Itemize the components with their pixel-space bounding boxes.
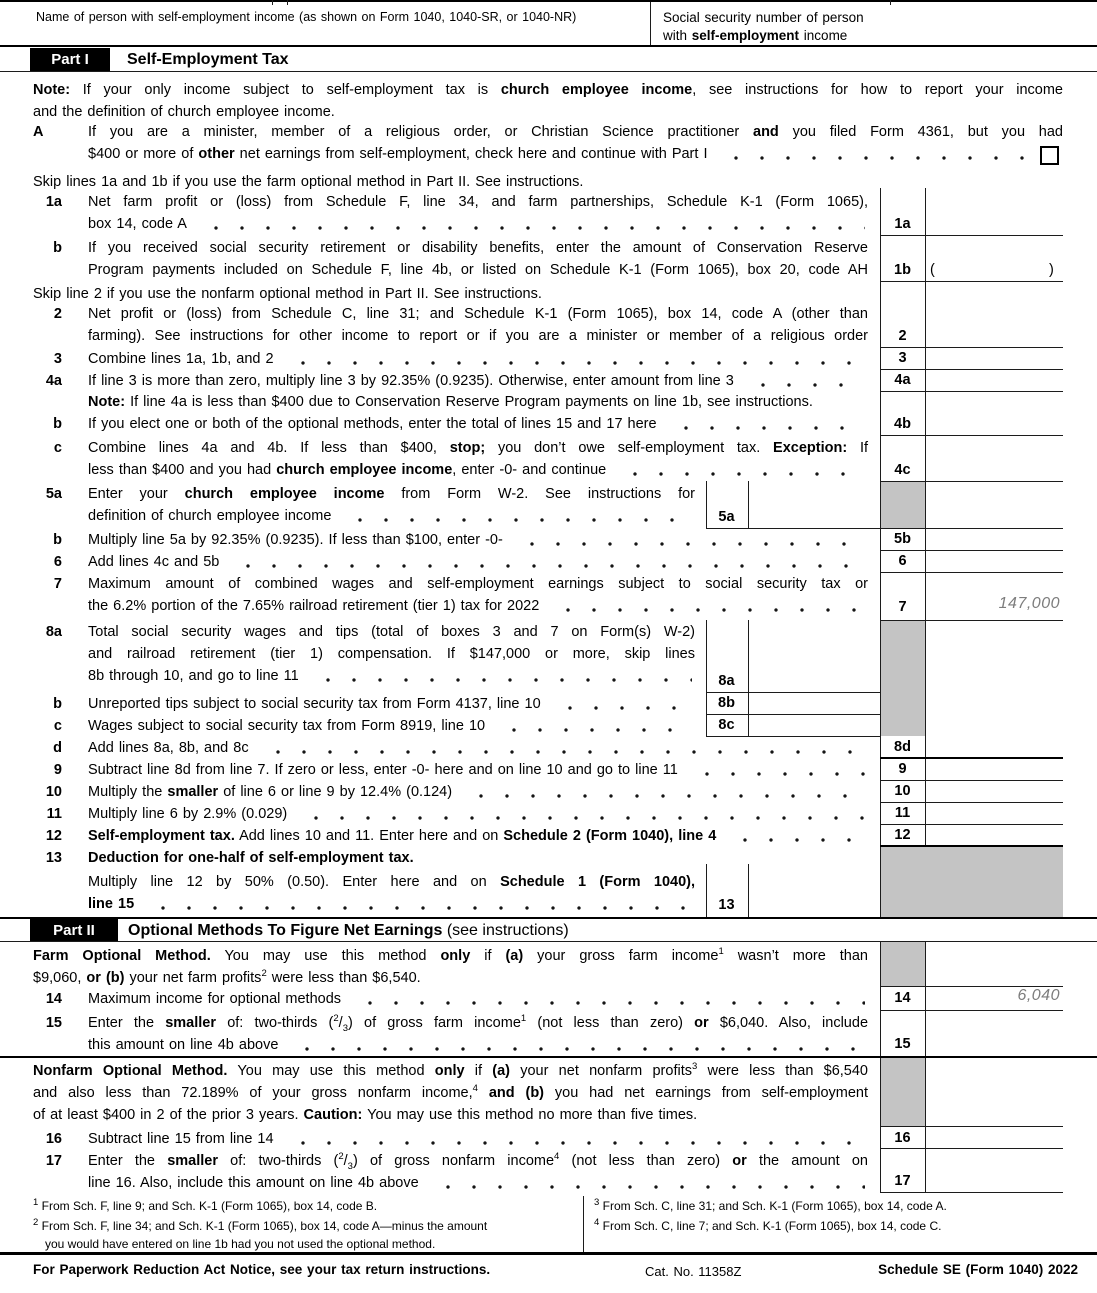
shaded-cell bbox=[881, 847, 1063, 917]
amount-value-7[interactable]: 147,000 bbox=[998, 595, 1060, 612]
dot-leader bbox=[313, 678, 692, 682]
dot-leader bbox=[553, 608, 865, 612]
line-5a-text2 bbox=[88, 505, 695, 527]
dot-leader bbox=[292, 1047, 865, 1051]
line-9-number: 9 bbox=[53, 762, 62, 778]
paren-close-1b: ) bbox=[1049, 262, 1054, 278]
shaded-cell bbox=[881, 942, 925, 986]
line-4a-number: 4a bbox=[45, 373, 62, 389]
line-7-text1: Maximum amount of combined wages and self-employment earnings subject to social security tax or bbox=[88, 576, 868, 592]
box-label-1b: 1b bbox=[894, 262, 911, 278]
grid-line bbox=[880, 572, 1063, 573]
box-label-8c: 8c bbox=[718, 717, 735, 733]
grid-line bbox=[583, 1196, 584, 1252]
amount-box-9[interactable] bbox=[926, 759, 1063, 779]
ssn-field-label-line2: with self-employment income bbox=[663, 28, 848, 43]
grid-line bbox=[880, 235, 1063, 236]
line-16-label: Subtract line 15 from line 14 bbox=[88, 1131, 274, 1147]
dot-leader bbox=[233, 564, 865, 568]
line-7-text2 bbox=[88, 595, 868, 617]
line-15-text2-label: this amount on line 4b above bbox=[88, 1037, 279, 1053]
line-10-text bbox=[88, 781, 868, 803]
skip-lines-1a-1b-note: Skip lines 1a and 1b if you use the farm optional method in Part II. See instructions. bbox=[33, 174, 584, 190]
line-7-text2-label: the 6.2% portion of the 7.65% railroad retirement (tier 1) tax for 2022 bbox=[88, 598, 540, 614]
dot-leader bbox=[288, 1141, 865, 1145]
line-8a-text2: and railroad retirement (tier 1) compensation. If $147,000 or more, skip lines bbox=[88, 646, 695, 662]
line-15-number: 15 bbox=[45, 1015, 62, 1031]
box-label-11: 11 bbox=[894, 805, 911, 821]
line-17-number: 17 bbox=[45, 1153, 62, 1169]
farm-method-line1: Farm Optional Method. You may use this method only if (a) your gross farm income$^1$ wasn’t more than bbox=[33, 946, 868, 964]
line-5a-number: 5a bbox=[45, 486, 62, 502]
dot-leader bbox=[301, 816, 865, 820]
amount-box-1b[interactable] bbox=[938, 237, 1046, 280]
line-4b-text bbox=[88, 413, 868, 435]
grid-line bbox=[0, 1252, 1097, 1255]
shaded-cell bbox=[881, 621, 925, 736]
line-11-number: 11 bbox=[46, 806, 62, 822]
line-8d-label: Add lines 8a, 8b, and 8c bbox=[88, 740, 249, 756]
amount-box-15[interactable] bbox=[926, 1011, 1063, 1055]
line-8b-number: b bbox=[53, 696, 62, 712]
line-8c-number: c bbox=[53, 718, 62, 734]
amount-box-11[interactable] bbox=[926, 803, 1063, 823]
line-a-text2 bbox=[88, 143, 1028, 165]
grid-line bbox=[880, 620, 1063, 621]
amount-box-8a[interactable] bbox=[749, 621, 880, 691]
dot-leader bbox=[345, 518, 692, 522]
dot-leader bbox=[730, 838, 865, 842]
part1-note-line2: and the definition of church employee income. bbox=[33, 104, 335, 120]
amount-box-1a[interactable] bbox=[926, 189, 1063, 234]
box-label-8d: 8d bbox=[894, 739, 911, 755]
part2-title: Optional Methods To Figure Net Earnings (see instructions) bbox=[128, 922, 569, 939]
line-12-label: Self-employment tax. Add lines 10 and 11. Enter here and on Schedule 2 (Form 1040), line 4 bbox=[88, 828, 717, 844]
box-label-2: 2 bbox=[898, 328, 907, 344]
line-9-label: Subtract line 8d from line 7. If zero or less, enter -0- here and on line 10 and go to line 11 bbox=[88, 762, 678, 778]
grid-line bbox=[0, 0, 1097, 2]
grid-line bbox=[880, 481, 1063, 482]
box-label-4c: 4c bbox=[894, 462, 911, 478]
line-5b-label: Multiply line 5a by 92.35% (0.9235). If less than $100, enter -0- bbox=[88, 532, 503, 548]
line-a-text2-label: $400 or more of other net earnings from self-employment, check here and continue with Part I bbox=[88, 146, 708, 162]
line-5b-text bbox=[88, 529, 868, 551]
line-1b-text1: If you received social security retirement or disability benefits, enter the amount of Conservation Reserve bbox=[88, 240, 868, 256]
footnote-2-line1: $^2$ From Sch. F, line 34; and Sch. K-1 (Form 1065), box 14, code A—minus the amount bbox=[33, 1217, 488, 1233]
farm-method-line2: $9,060, or (b) your net farm profits$^2$ were less than $6,540. bbox=[33, 968, 421, 986]
line-6-text bbox=[88, 551, 868, 573]
line-2-text2: farming). See instructions for other income to report or if you are a minister or member of a religious order bbox=[88, 328, 868, 344]
line-a-text1: If you are a minister, member of a religious order, or Christian Science practitioner and you filed Form 4361, but you had bbox=[88, 124, 1063, 140]
part1-tab: Part I bbox=[30, 48, 110, 71]
grid-line bbox=[0, 71, 1097, 72]
box-label-4b: 4b bbox=[894, 416, 911, 432]
footer-paperwork-notice: For Paperwork Reduction Act Notice, see your tax return instructions. bbox=[33, 1262, 491, 1277]
nonfarm-method-line1: Nonfarm Optional Method. You may use this method only if (a) your net nonfarm profits$^3$ were less than $6,540 bbox=[33, 1061, 868, 1079]
footer-form-id: Schedule SE (Form 1040) 2022 bbox=[878, 1262, 1078, 1277]
line-8a-text1: Total social security wages and tips (total of boxes 3 and 7 on Form(s) W-2) bbox=[88, 624, 695, 640]
grid-line bbox=[0, 45, 1097, 47]
amount-box-5b[interactable] bbox=[926, 529, 1063, 549]
shaded-cell bbox=[881, 482, 925, 528]
line-14-label: Maximum income for optional methods bbox=[88, 991, 342, 1007]
line-1a-text2-label: box 14, code A bbox=[88, 216, 187, 232]
box-label-8a: 8a bbox=[718, 673, 735, 689]
nonfarm-method-line2: and also less than 72.189% of your gross nonfarm income,$^4$ and (b) you had net earnings from self-employment bbox=[33, 1083, 868, 1101]
line-1b-text2: Program payments included on Schedule F, line 4b, or listed on Schedule K-1 (Form 1065), box 20, code AH bbox=[88, 262, 868, 278]
line-8b-label: Unreported tips subject to social security tax from Form 4137, line 10 bbox=[88, 696, 541, 712]
box-label-8b: 8b bbox=[718, 695, 735, 711]
line-8c-text bbox=[88, 715, 695, 737]
line-6-label: Add lines 4c and 5b bbox=[88, 554, 220, 570]
amount-box-13[interactable] bbox=[749, 865, 880, 916]
line-3-label: Combine lines 1a, 1b, and 2 bbox=[88, 351, 274, 367]
dot-leader bbox=[499, 728, 692, 732]
line-3-number: 3 bbox=[53, 351, 62, 367]
box-label-10: 10 bbox=[894, 783, 911, 799]
dot-leader bbox=[466, 794, 865, 798]
amount-box-3[interactable] bbox=[926, 348, 1063, 368]
line-13-text1: Deduction for one-half of self-employment tax. bbox=[88, 850, 414, 866]
checkbox-line-a[interactable] bbox=[1040, 146, 1059, 165]
amount-box-8b[interactable] bbox=[749, 693, 880, 713]
grid-line bbox=[880, 845, 1063, 847]
line-4a-label: If line 3 is more than zero, multiply line 3 by 92.35% (0.9235). Otherwise, enter amount from line 3 bbox=[88, 373, 734, 389]
box-label-3: 3 bbox=[898, 350, 907, 366]
line-14-text bbox=[88, 988, 868, 1010]
line-17-text2-label: line 16. Also, include this amount on line 4b above bbox=[88, 1175, 419, 1191]
line-5b-number: b bbox=[53, 532, 62, 548]
footnote-1: $^1$ From Sch. F, line 9; and Sch. K-1 (Form 1065), box 14, code B. bbox=[33, 1197, 378, 1213]
shaded-cell bbox=[881, 1057, 925, 1126]
line-11-text bbox=[88, 803, 868, 825]
amount-box-5a[interactable] bbox=[749, 482, 880, 527]
line-8a-text3-label: 8b through 10, and go to line 11 bbox=[88, 668, 299, 684]
box-label-4a: 4a bbox=[894, 372, 911, 388]
line-1a-text1: Net farm profit or (loss) from Schedule F, line 34, and farm partnerships, Schedule K-1 (Form 1065), bbox=[88, 194, 868, 210]
line-1a-text2 bbox=[88, 213, 868, 235]
line-5a-text1: Enter your church employee income from Form W-2. See instructions for bbox=[88, 486, 696, 502]
line-13-number: 13 bbox=[45, 850, 62, 866]
dot-leader bbox=[288, 361, 865, 365]
amount-box-2[interactable] bbox=[926, 282, 1063, 346]
line-5a-text2-label: definition of church employee income bbox=[88, 508, 332, 524]
line-12-number: 12 bbox=[45, 828, 62, 844]
line-12-text bbox=[88, 825, 868, 847]
footnote-2-line2: you would have entered on line 1b had you not used the optional method. bbox=[45, 1237, 436, 1251]
dot-leader bbox=[721, 156, 1025, 160]
part2-tab: Part II bbox=[30, 919, 118, 942]
line-15-text1: Enter the smaller of: two-thirds $(^2/_3)$ of gross farm income$^1$ (not less than zero) or $6,040. Also, include bbox=[88, 1013, 869, 1034]
amount-box-12[interactable] bbox=[926, 825, 1063, 845]
line-4b-number: b bbox=[53, 416, 62, 432]
dot-leader bbox=[671, 426, 865, 430]
paren-open-1b: ( bbox=[930, 262, 935, 278]
line-8a-text3 bbox=[88, 665, 695, 687]
part1-note-line1: Note: If your only income subject to self-employment tax is church employee income, see instructions for how to report your income bbox=[33, 82, 1063, 98]
box-label-13: 13 bbox=[718, 897, 735, 913]
amount-box-4c[interactable] bbox=[926, 436, 1063, 480]
line-8c-label: Wages subject to social security tax from Form 8919, line 10 bbox=[88, 718, 486, 734]
box-label-5b: 5b bbox=[894, 531, 911, 547]
line-10-number: 10 bbox=[45, 784, 62, 800]
line-13-text3-label: line 15 bbox=[88, 896, 135, 912]
line-6-number: 6 bbox=[53, 554, 62, 570]
grid-line bbox=[0, 941, 1097, 942]
box-label-14: 14 bbox=[894, 990, 911, 1006]
line-7-number: 7 bbox=[53, 576, 62, 592]
line-3-text bbox=[88, 348, 868, 370]
line-16-text bbox=[88, 1128, 868, 1150]
line-2-text1: Net profit or (loss) from Schedule C, line 31; and Schedule K-1 (Form 1065), box 14, code A (other than bbox=[88, 306, 868, 322]
box-label-6: 6 bbox=[898, 553, 907, 569]
line-13-text3 bbox=[88, 893, 695, 915]
dot-leader bbox=[355, 1001, 865, 1005]
dot-leader bbox=[517, 542, 865, 546]
line-8b-text bbox=[88, 693, 695, 715]
footnote-4: $^4$ From Sch. C, line 7; and Sch. K-1 (Form 1065), box 14, code C. bbox=[594, 1217, 942, 1233]
line-4c-text1: Combine lines 4a and 4b. If less than $400, stop; you don’t owe self-employment tax. Exception: If bbox=[88, 440, 868, 456]
line-4c-text2-label: less than $400 and you had church employee income, enter -0- and continue bbox=[88, 462, 607, 478]
amount-box-6[interactable] bbox=[926, 551, 1063, 571]
amount-box-16[interactable] bbox=[926, 1128, 1063, 1147]
dot-leader bbox=[748, 383, 865, 387]
dot-leader bbox=[433, 1185, 865, 1189]
line-17-text1: Enter the smaller of: two-thirds $(^2/_3)$ of gross nonfarm income$^4$ (not less than zero) or the amount on bbox=[88, 1151, 868, 1172]
dot-leader bbox=[555, 706, 692, 710]
line-15-text2 bbox=[88, 1034, 868, 1056]
box-label-5a: 5a bbox=[718, 509, 735, 525]
line-1b-number: b bbox=[53, 240, 62, 256]
name-field-label: Name of person with self-employment income (as shown on Form 1040, 1040-SR, or 1040-NR) bbox=[36, 10, 577, 24]
box-label-17: 17 bbox=[894, 1173, 911, 1189]
box-label-12: 12 bbox=[894, 827, 911, 843]
amount-box-4a[interactable] bbox=[926, 370, 1063, 390]
box-label-15: 15 bbox=[894, 1036, 911, 1052]
line-14-number: 14 bbox=[45, 991, 62, 1007]
grid-line bbox=[880, 1192, 1063, 1193]
footnote-3: $^3$ From Sch. C, line 31; and Sch. K-1 (Form 1065), box 14, code A. bbox=[594, 1197, 947, 1213]
line-9-text bbox=[88, 759, 868, 781]
grid-line bbox=[0, 917, 1097, 919]
line-4a-note: Note: If line 4a is less than $400 due to Conservation Reserve Program payments on line 1b, see instructions. bbox=[88, 394, 813, 410]
line-8d-number: d bbox=[53, 740, 62, 756]
line-2-number: 2 bbox=[53, 306, 62, 322]
line-8a-number: 8a bbox=[45, 624, 62, 640]
line-17-text2 bbox=[88, 1172, 868, 1194]
amount-box-8c[interactable] bbox=[749, 715, 880, 735]
amount-value-14[interactable]: 6,040 bbox=[1017, 987, 1060, 1004]
ssn-field-label-line1: Social security number of person bbox=[663, 10, 864, 25]
line-8d-text bbox=[88, 737, 868, 759]
box-label-16: 16 bbox=[894, 1130, 911, 1146]
box-label-9: 9 bbox=[898, 761, 907, 777]
box-label-1a: 1a bbox=[894, 216, 911, 232]
line-1a-number: 1a bbox=[45, 194, 62, 210]
footer-catalog-number: Cat. No. 11358Z bbox=[645, 1264, 742, 1279]
line-4b-label: If you elect one or both of the optional methods, enter the total of lines 15 and 17 here bbox=[88, 416, 657, 432]
line-11-label: Multiply line 6 by 2.9% (0.029) bbox=[88, 806, 288, 822]
dot-leader bbox=[620, 472, 865, 476]
amount-box-4b[interactable] bbox=[926, 392, 1063, 434]
dot-leader bbox=[201, 226, 865, 230]
line-16-number: 16 bbox=[45, 1131, 62, 1147]
line-4c-text2 bbox=[88, 459, 868, 481]
dot-leader bbox=[148, 906, 692, 910]
line-4c-number: c bbox=[53, 440, 62, 456]
dot-leader bbox=[263, 750, 865, 754]
skip-line-2-note: Skip line 2 if you use the nonfarm optional method in Part II. See instructions. bbox=[33, 286, 542, 302]
line-10-label: Multiply the smaller of line 6 or line 9 by 12.4% (0.124) bbox=[88, 784, 453, 800]
amount-box-10[interactable] bbox=[926, 781, 1063, 801]
part1-title: Self-Employment Tax bbox=[127, 51, 289, 68]
box-label-7: 7 bbox=[898, 599, 907, 615]
line-4a-text bbox=[88, 370, 868, 392]
line-13-text2: Multiply line 12 by 50% (0.50). Enter here and on Schedule 1 (Form 1040), bbox=[88, 874, 695, 890]
amount-box-8d[interactable] bbox=[926, 737, 1063, 757]
line-a-number: A bbox=[33, 124, 44, 140]
grid-line bbox=[0, 1056, 1097, 1058]
nonfarm-method-line3: of at least $400 in 2 of the prior 3 years. Caution: You may use this method no more than five times. bbox=[33, 1107, 698, 1123]
amount-box-17[interactable] bbox=[926, 1149, 1063, 1192]
dot-leader bbox=[692, 772, 865, 776]
